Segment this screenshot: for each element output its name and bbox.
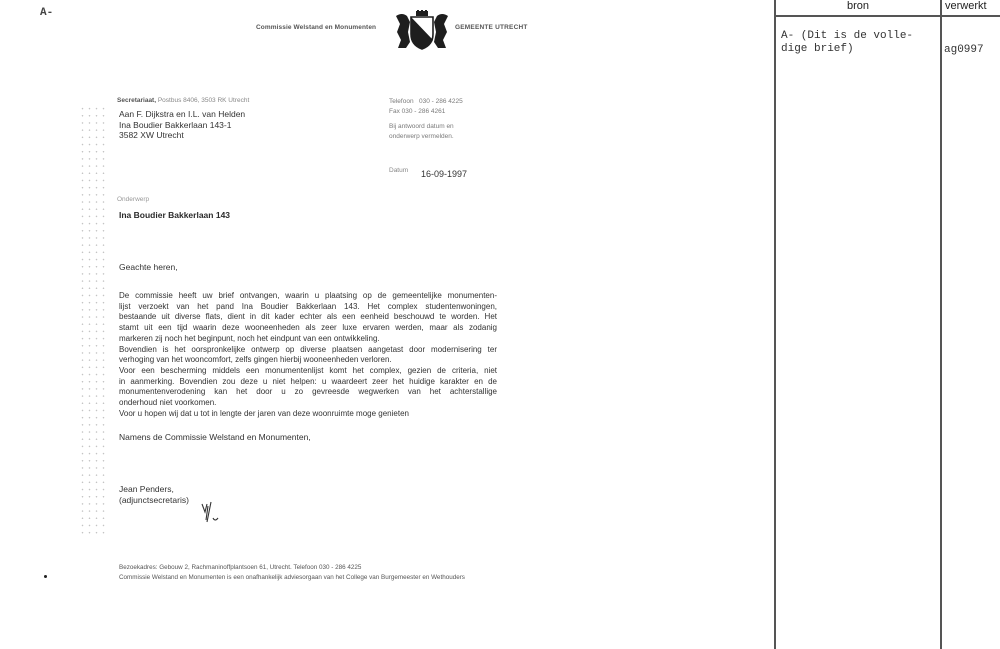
fax-number: Fax 030 - 286 4261 [389,107,446,115]
sender-label: Secretariaat, [117,97,157,104]
contact-block [389,97,463,141]
stray-dot [44,575,47,578]
table-left-border [774,0,776,649]
sender-line [117,97,249,104]
column-header-bron: bron [846,0,870,12]
reply-note: Bij antwoord datum en [389,123,454,130]
letterhead-municipality: GEMEENTE UTRECHT [455,24,528,31]
date-label: Datum [389,167,409,174]
bron-line: A- (Dit is de volle- [781,30,914,42]
table-cell-bron [781,30,913,56]
signatory-block [119,484,189,505]
body-line: Bovendien is het oorspronkelijke ontwerp op diverse plaatsen aangetast door modernisering ter [119,344,497,354]
phone-number: Telefoon 030 - 286 4225 [389,98,463,105]
corner-mark: A- [40,7,54,19]
coat-of-arms-emblem [394,10,450,50]
margin-dot-grid [79,105,107,535]
signatory-name: Jean Penders, [119,484,174,494]
reply-note: onderwerp vermelden. [389,132,454,140]
recipient-address [119,109,245,141]
body-line: Voor u hopen wij dat u tot in lengte der jaren van deze woonruimte moge genieten [119,408,409,418]
body-line: bestaande uit diverse flats, dient in dit kader echter als een eenheid beschouwd te worden. Het [119,312,497,322]
body-line: markeren zij noch het beginpunt, noch het eindpunt van een ontwikkeling. [119,333,380,343]
recipient-line: 3582 XW Utrecht [119,130,184,140]
table-column-divider [940,0,942,649]
closing-line: Namens de Commissie Welstand en Monumenten, [119,432,311,442]
letterhead-commission: Commissie Welstand en Monumenten [256,24,377,31]
handwritten-initials [199,500,223,524]
body-line: monumentenverodening kan het door u zo gevreesde wegwerken van het achterstallige [119,387,497,397]
recipient-line: Ina Boudier Bakkerlaan 143-1 [119,119,232,130]
bron-line: dige brief) [781,43,854,55]
salutation: Geachte heren, [119,262,178,272]
subject-value: Ina Boudier Bakkerlaan 143 [119,210,231,220]
body-line: Voor een bescherming middels een monumentenlijst komt het complex, gezien de criteria, niet [119,365,497,375]
footer-visit-address: Bezoekadres: Gebouw 2, Rachmaninoffplantsoen 61, Utrecht. Telefoon 030 - 286 4225 [119,564,362,571]
footer-disclaimer: Commissie Welstand en Monumenten is een onafhankelijk adviesorgaan van het College van Burgemeester en Wethouders [119,574,465,581]
body-line: in aanmerking. Bovendien zou deze u niet helpen: u waardeert zeer het huidige karakter en de [119,376,497,386]
body-line: onderhoud niet voorkomen. [119,398,217,408]
body-line: De commissie heeft uw brief ontvangen, waarin u plaatsing op de gemeentelijke monumenten- [119,291,497,300]
recipient-line: Aan F. Dijkstra en I.L. van Helden [119,109,246,119]
body-line: lijst verzoekt van het pand Ina Boudier Bakkerlaan 143. Het complex studentenwoningen, [119,301,497,311]
sender-address: Postbus 8406, 3503 RK Utrecht [157,97,250,104]
body-line: stamt uit een tijd waarin deze wooneenheden als zeer luxe ervaren werden, maar als zodanig [119,323,497,333]
table-header-rule [774,15,1000,17]
signatory-title: (adjunctsecretaris) [119,494,189,505]
date-value: 16-09-1997 [421,169,468,179]
column-header-verwerkt: verwerkt [945,0,987,12]
letter-footer [119,563,465,583]
body-line: verhoging van het wooncomfort, zelfs gingen hierbij wooneenheden verloren. [119,355,392,365]
subject-label: Onderwerp [117,196,150,203]
table-cell-verwerkt: ag0997 [944,44,984,56]
letter-body [119,291,497,419]
